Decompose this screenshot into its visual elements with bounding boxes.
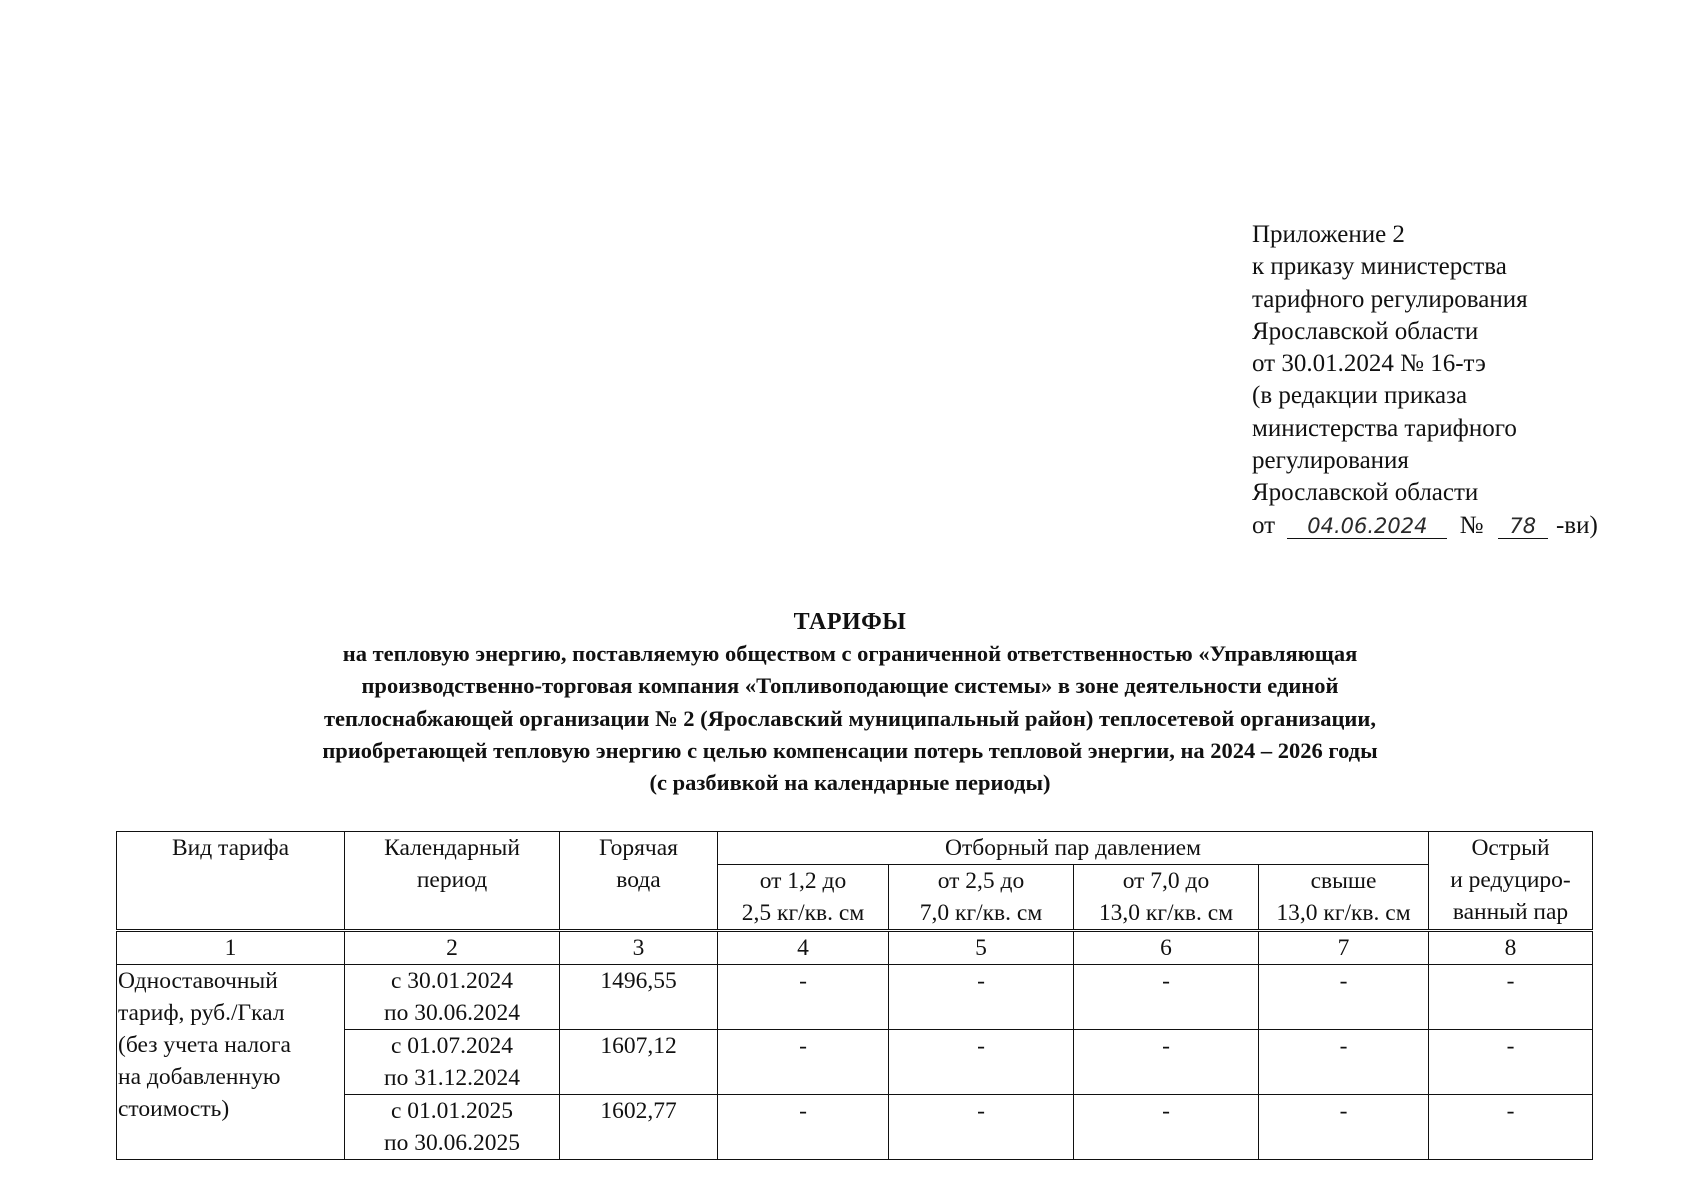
- appendix-line: Ярославской области: [1252, 317, 1479, 345]
- column-number: 4: [718, 931, 889, 965]
- document-title: ТАРИФЫ: [793, 609, 907, 635]
- column-number: 8: [1429, 931, 1593, 965]
- appendix-block: [1252, 219, 1598, 542]
- appendix-line: (в редакции приказа: [1252, 382, 1468, 410]
- title-line: теплоснабжающей организации № 2 (Ярославский муниципальный район) теплосетевой организации,: [324, 705, 1376, 731]
- header-steam-4: свыше 13,0 кг/кв. см: [1259, 865, 1429, 931]
- hot-water-value: 1496,55: [560, 965, 718, 1030]
- amendment-order-line: [1252, 510, 1598, 542]
- title-line: (с разбивкой на календарные периоды): [649, 770, 1051, 796]
- steam-3-value: -: [1074, 965, 1259, 1030]
- period-cell: с 30.01.2024 по 30.06.2024: [345, 965, 560, 1030]
- sig-number-sign: №: [1459, 511, 1484, 539]
- header-steam-3: от 7,0 до 13,0 кг/кв. см: [1074, 865, 1259, 931]
- steam-1-value: -: [718, 965, 889, 1030]
- steam-3-value: -: [1074, 1030, 1259, 1095]
- header-tariff-type: Вид тарифа: [117, 832, 345, 931]
- steam-4-value: -: [1259, 965, 1429, 1030]
- sharp-steam-value: -: [1429, 1095, 1593, 1160]
- appendix-line: министерства тарифного: [1252, 414, 1517, 442]
- tariff-type-cell: Одноставочный тариф, руб./Гкал (без учета налога на добавленную стоимость): [117, 965, 345, 1160]
- header-sharp-steam: Острый и редуциро- ванный пар: [1429, 832, 1593, 931]
- sig-prefix: от: [1252, 511, 1276, 539]
- period-cell: с 01.01.2025 по 30.06.2025: [345, 1095, 560, 1160]
- column-number: 2: [345, 931, 560, 965]
- handwritten-date: 04.06.2024: [1287, 514, 1447, 539]
- table-row: [117, 965, 1593, 1030]
- appendix-line: Приложение 2: [1252, 221, 1405, 248]
- steam-1-value: -: [718, 1095, 889, 1160]
- sharp-steam-value: -: [1429, 1030, 1593, 1095]
- period-cell: с 01.07.2024 по 31.12.2024: [345, 1030, 560, 1095]
- tariffs-table: [116, 831, 1593, 1160]
- steam-2-value: -: [889, 965, 1074, 1030]
- sharp-steam-value: -: [1429, 965, 1593, 1030]
- header-steam-1: от 1,2 до 2,5 кг/кв. см: [718, 865, 889, 931]
- handwritten-order-number: 78: [1498, 514, 1548, 539]
- hot-water-value: 1607,12: [560, 1030, 718, 1095]
- header-hot-water: Горячая вода: [560, 832, 718, 931]
- title-line: приобретающей тепловую энергию с целью компенсации потерь тепловой энергии, на 2024 – 2026 годы: [322, 737, 1378, 763]
- title-line: на тепловую энергию, поставляемую обществом с ограниченной ответственностью «Управляющая: [342, 641, 1358, 667]
- column-number: 3: [560, 931, 718, 965]
- column-number: 6: [1074, 931, 1259, 965]
- appendix-line: к приказу министерства: [1252, 253, 1507, 281]
- appendix-line: регулирования: [1252, 447, 1409, 475]
- header-steam-2: от 2,5 до 7,0 кг/кв. см: [889, 865, 1074, 931]
- steam-3-value: -: [1074, 1095, 1259, 1160]
- steam-2-value: -: [889, 1095, 1074, 1160]
- appendix-line: тарифного регулирования: [1252, 285, 1528, 313]
- steam-2-value: -: [889, 1030, 1074, 1095]
- steam-4-value: -: [1259, 1030, 1429, 1095]
- appendix-line: от 30.01.2024 № 16-тэ: [1252, 350, 1486, 378]
- column-number-row: [117, 931, 1593, 965]
- hot-water-value: 1602,77: [560, 1095, 718, 1160]
- header-row: [117, 832, 1593, 865]
- header-period: Календарный период: [345, 832, 560, 931]
- sig-suffix: -ви): [1555, 511, 1598, 539]
- steam-4-value: -: [1259, 1095, 1429, 1160]
- title-line: производственно-торговая компания «Топливоподающие системы» в зоне деятельности единой: [361, 673, 1339, 699]
- column-number: 1: [117, 931, 345, 965]
- column-number: 5: [889, 931, 1074, 965]
- column-number: 7: [1259, 931, 1429, 965]
- steam-1-value: -: [718, 1030, 889, 1095]
- document-title-block: [150, 606, 1550, 799]
- header-steam-group: Отборный пар давлением: [718, 832, 1429, 865]
- appendix-line: Ярославской области: [1252, 479, 1479, 507]
